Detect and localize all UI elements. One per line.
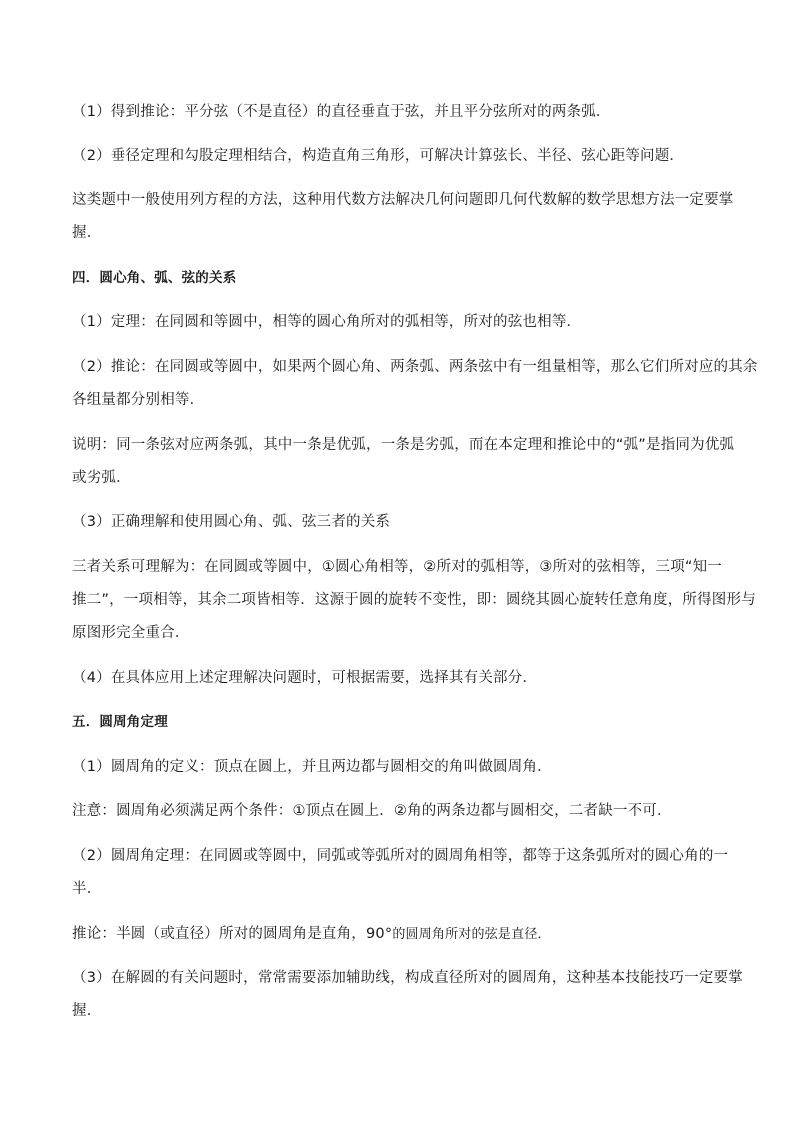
three-relations-title: （3）正确理解和使用圆心角、弧、弦三者的关系 (72, 514, 391, 530)
perpendicular-diameter-pythagorean: （2）垂径定理和勾股定理相结合，构造直角三角形，可解决计算弦长、半径、弦心距等问题． (72, 148, 685, 164)
algebraic-method-note: 这类题中一般使用列方程的方法，这种用代数方法解决几何问题即几何代数解的数学思想方法一定要掌 (72, 192, 734, 208)
application-note: （4）在具体应用上述定理解决问题时，可根据需要，选择其有关部分． (72, 670, 538, 686)
three-relations-explain: 三者关系可理解为：在同圆或等圆中，①圆心角相等，②所对的弧相等，③所对的弦相等，三项“知一 (72, 559, 723, 575)
inscribed-angle-corollary-tail: 的圆周角所对的弦是直径． (392, 927, 551, 942)
auxiliary-line-tip-cont: 握． (72, 1003, 102, 1019)
inscribed-angle-definition: （1）圆周角的定义：顶点在圆上，并且两边都与圆相交的角叫做圆周角． (72, 759, 552, 775)
three-relations-explain-cont1: 推二”，一项相等，其余二项皆相等．这源于圆的旋转不变性，即：圆绕其圆心旋转任意角度，所得图形与 (72, 592, 756, 608)
arc-explanation-cont: 或劣弧． (72, 470, 131, 486)
central-angle-theorem: （1）定理：在同圆和等圆中，相等的圆心角所对的弧相等，所对的弦也相等． (72, 314, 582, 330)
three-relations-explain-cont2: 原图形完全重合． (72, 625, 190, 641)
arc-explanation: 说明：同一条弦对应两条弧，其中一条是优弧，一条是劣弧，而在本定理和推论中的“弧”是指同为优弧 (72, 437, 735, 453)
section-heading-central-angle: 四．圆心角、弧、弦的关系 (72, 270, 237, 286)
algebraic-method-note-cont: 握． (72, 225, 102, 241)
inference-perpendicular-bisector: （1）得到推论：平分弦（不是直径）的直径垂直于弦，并且平分弦所对的两条弧． (72, 104, 611, 120)
inscribed-angle-theorem: （2）圆周角定理：在同圆或等圆中，同弧或等弧所对的圆周角相等，都等于这条弧所对的圆心角的一 (72, 848, 729, 864)
inscribed-angle-conditions: 注意：圆周角必须满足两个条件：①顶点在圆上．②角的两条边都与圆相交，二者缺一不可． (72, 803, 672, 819)
inscribed-angle-corollary (72, 918, 722, 951)
inscribed-angle-theorem-cont: 半． (72, 881, 102, 897)
auxiliary-line-tip: （3）在解圆的有关问题时，常常需要添加辅助线，构成直径所对的圆周角，这种基本技能技巧一定要掌 (72, 970, 743, 986)
inscribed-angle-corollary-main: 推论：半圆（或直径）所对的圆周角是直角，90° (72, 926, 393, 942)
central-angle-inference-cont: 各组量都分别相等． (72, 392, 205, 408)
central-angle-inference: （2）推论：在同圆或等圆中，如果两个圆心角、两条弧、两条弦中有一组量相等，那么它们所对应的其余 (72, 359, 758, 375)
section-heading-inscribed-angle: 五．圆周角定理 (72, 714, 168, 730)
